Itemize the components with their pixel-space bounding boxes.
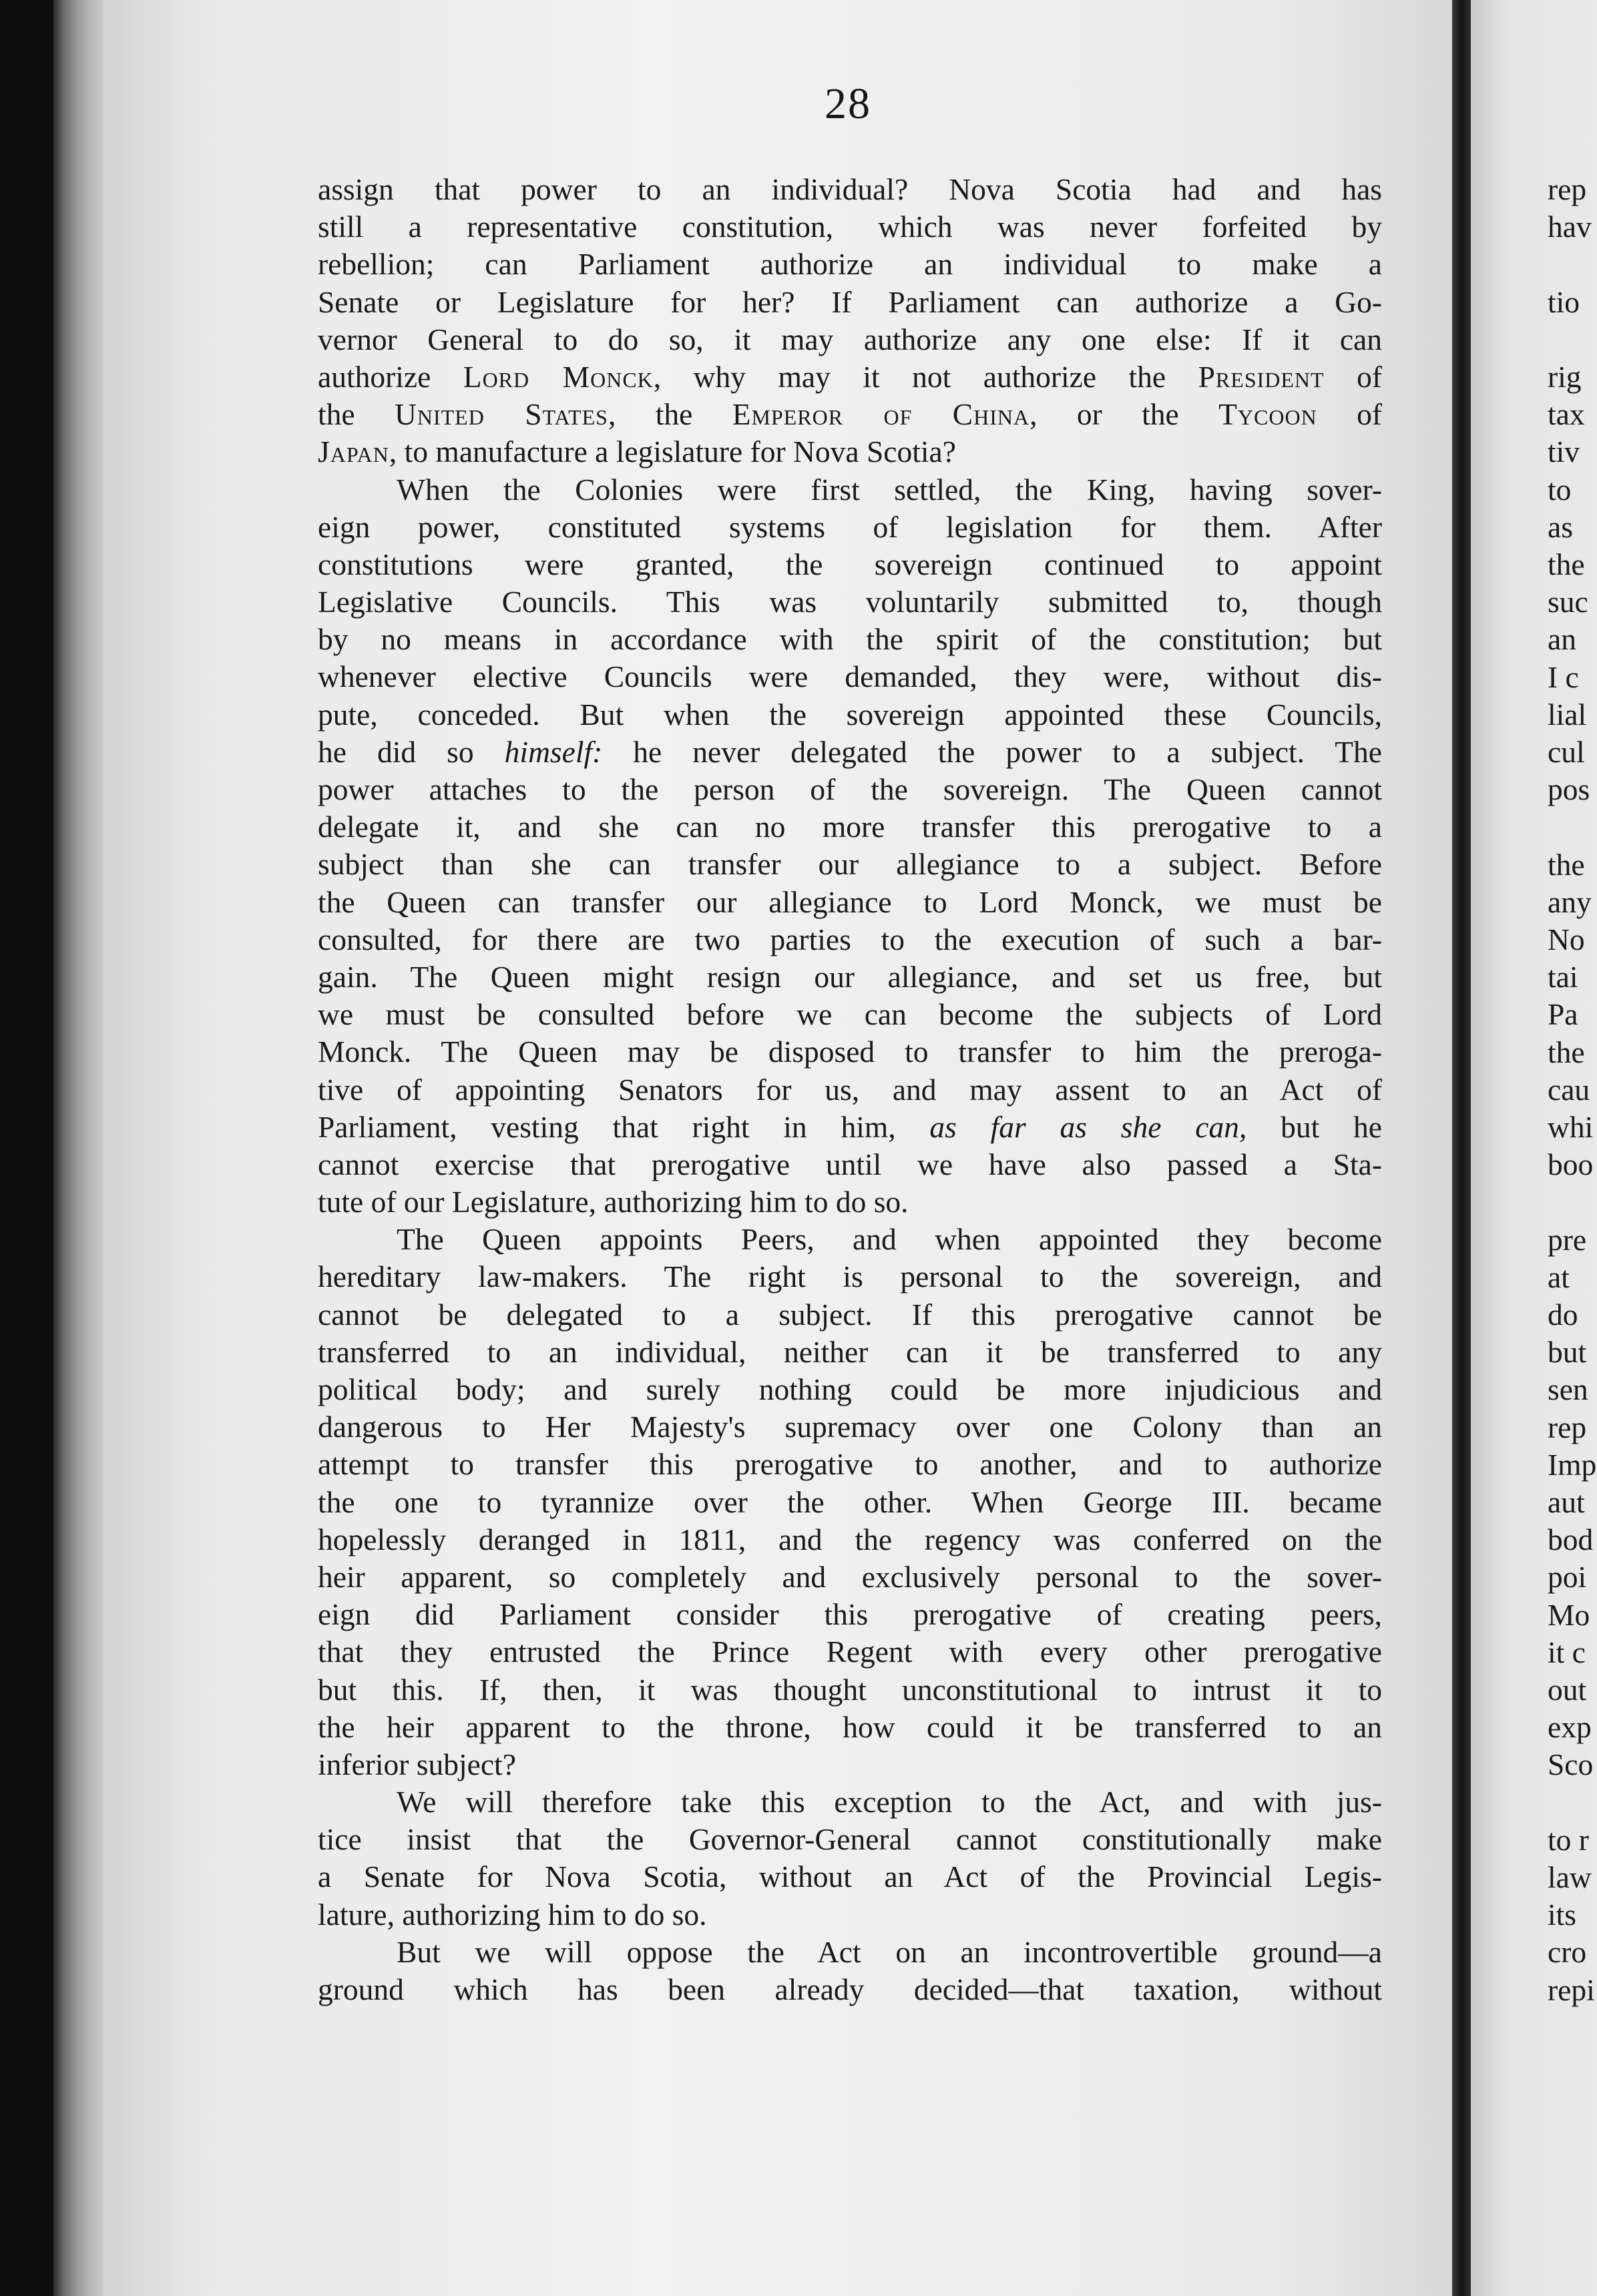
body-text [318,171,1382,2008]
small-caps-text: Lord Monck [463,359,654,394]
text-run: assign that power to an individual? Nova Scotia had and has [318,172,1382,206]
text-run: When the Colonies were first settled, the King, having sover- [397,472,1382,507]
text-line [318,1371,1382,1408]
text-run: Parliament, vesting that right in him, [318,1109,930,1144]
facing-text-fragment: boo [1548,1147,1594,1182]
text-run: vernor General to do so, it may authorize any one else: If it can [318,322,1382,356]
facing-text-fragment: it c [1548,1635,1586,1669]
text-run: Legislative Councils. This was voluntarily submitted to, though [318,585,1382,619]
page-number: 28 [825,79,871,128]
facing-text-fragment: out [1548,1673,1587,1707]
text-run: consulted, for there are two parties to the execution of such a bar- [318,922,1382,956]
facing-text-fragment: whi [1548,1110,1594,1144]
facing-text-fragment: tai [1548,960,1578,994]
text-run: delegate it, and she can no more transfer this prerogative to a [318,810,1382,844]
text-run: cannot exercise that prerogative until we have also passed a Sta- [318,1147,1382,1181]
facing-text-fragment: cau [1548,1072,1590,1107]
facing-text-fragment: but [1548,1335,1587,1370]
facing-text-fragment: Mo [1548,1597,1590,1632]
facing-text-fragment: bod [1548,1522,1594,1557]
text-run: heir apparent, so completely and exclusively personal to the sover- [318,1559,1382,1594]
facing-text-fragment: aut [1548,1485,1585,1519]
text-line [318,1258,1382,1296]
facing-text-fragment: repi [1548,1972,1595,2007]
text-line [318,1971,1382,2008]
text-line [318,1558,1382,1596]
text-run: we must be consulted before we can become the subjects of Lord [318,997,1382,1032]
text-line [318,471,1382,509]
text-run: We will therefore take this exception to the Act, and with jus- [397,1785,1382,1819]
text-line [318,246,1382,283]
facing-text-fragment: its [1548,1898,1576,1932]
facing-text-fragment: hav [1548,210,1592,244]
text-run: gain. The Queen might resign our allegiance, and set us free, but [318,959,1382,994]
facing-text-fragment: suc [1548,585,1588,619]
text-run: he never delegated the power to a subject. The [602,734,1382,769]
text-run: a Senate for Nova Scotia, without an Act of the Provincial Legis- [318,1859,1382,1894]
text-run: inferior subject? [318,1747,516,1781]
text-run: , the [608,397,732,432]
text-line [318,1033,1382,1071]
text-run: whenever elective Councils were demanded, they were, without dis- [318,659,1382,694]
text-run: subject than she can transfer our allegiance to a subject. Before [318,847,1382,882]
text-run: authorize [318,359,463,394]
text-run: but this. If, then, it was thought unconstitutional to intrust it to [318,1672,1382,1707]
text-line [318,321,1382,358]
text-run: dangerous to Her Majesty's supremacy over one Colony than an [318,1410,1382,1444]
text-run: Senate or Legislature for her? If Parliament can authorize a Go- [318,284,1382,319]
text-line [318,1671,1382,1709]
facing-text-fragment: poi [1548,1560,1587,1595]
text-run: , or the [1030,397,1219,432]
facing-text-fragment: tiv [1548,435,1580,469]
italic-text: as far as she can, [929,1109,1247,1144]
text-run: , to manufacture a legislature for Nova Scotia? [389,435,956,469]
text-line [318,1521,1382,1558]
text-run: But we will oppose the Act on an incontrovertible ground—a [397,1934,1382,1969]
text-line [318,884,1382,921]
facing-text-fragment: the [1548,847,1585,882]
text-line [318,1146,1382,1183]
text-run: , why may it not authorize the [653,359,1198,394]
facing-text-fragment: I c [1548,659,1579,694]
text-run: hereditary law-makers. The right is personal to the sovereign, and [318,1259,1382,1294]
text-run: political body; and surely nothing could be more injudicious and [318,1372,1382,1406]
text-run: of [1324,359,1382,394]
text-line [318,208,1382,246]
text-line [318,1934,1382,1971]
text-line [318,1596,1382,1633]
text-line [318,1183,1382,1221]
facing-text-fragment: the [1548,1035,1585,1069]
text-line [318,546,1382,583]
facing-text-fragment: as [1548,509,1573,544]
text-run: tute of our Legislature, authorizing him to do so. [318,1185,909,1219]
facing-text-fragment: cul [1548,735,1585,769]
text-line [318,1821,1382,1858]
text-line [318,921,1382,958]
small-caps-text: President [1198,359,1325,394]
text-run: ground which has been already decided—that taxation, without [318,1972,1382,2006]
text-line [318,396,1382,433]
text-line [318,171,1382,208]
facing-text-fragment: lial [1548,697,1587,732]
text-run: pute, conceded. But when the sovereign appointed these Councils, [318,697,1382,732]
facing-text-fragment: law [1548,1860,1592,1894]
text-run: rebellion; can Parliament authorize an individual to make a [318,247,1382,282]
text-line [318,433,1382,471]
text-line [318,1746,1382,1783]
text-run: power attaches to the person of the sovereign. The Queen cannot [318,772,1382,806]
facing-text-fragment: cro [1548,1935,1587,1970]
facing-text-fragment: Pa [1548,997,1578,1032]
facing-text-fragment: pre [1548,1222,1587,1257]
text-run: Monck. The Queen may be disposed to transfer to him the preroga- [318,1035,1382,1069]
text-line [318,808,1382,846]
text-run: tice insist that the Governor-General cannot constitutionally make [318,1822,1382,1857]
text-line [318,1408,1382,1446]
text-line [318,1334,1382,1371]
text-line [318,734,1382,771]
text-run: transferred to an individual, neither can it be transferred to any [318,1334,1382,1369]
text-run: but he [1246,1109,1382,1144]
facing-text-fragment: Sco [1548,1747,1594,1782]
text-line [318,1296,1382,1334]
text-line [318,284,1382,321]
facing-text-fragment: at [1548,1259,1570,1294]
text-line [318,996,1382,1033]
small-caps-text: Tycoon [1218,397,1317,432]
text-line [318,696,1382,734]
text-line [318,1633,1382,1671]
text-run: of [1317,397,1382,432]
text-run: constitutions were granted, the sovereign continued to appoint [318,547,1382,581]
text-run: the heir apparent to the throne, how could it be transferred to an [318,1709,1382,1744]
text-line [318,846,1382,883]
text-line [318,621,1382,658]
text-line [318,1109,1382,1146]
text-line [318,658,1382,695]
facing-text-fragment: Imp [1548,1447,1597,1482]
text-run: that they entrusted the Prince Regent with every other prerogative [318,1635,1382,1669]
facing-text-fragment: to r [1548,1822,1589,1857]
text-run: by no means in accordance with the spirit of the constitution; but [318,622,1382,657]
text-line [318,1783,1382,1821]
small-caps-text: Emperor of China [732,397,1030,432]
italic-text: himself: [504,734,603,769]
book-edge [53,0,107,2296]
facing-text-fragment: tax [1548,397,1585,432]
text-line [318,1221,1382,1258]
text-line [318,1896,1382,1934]
facing-text-fragment: rep [1548,172,1587,206]
text-run: The Queen appoints Peers, and when appointed they become [397,1222,1382,1257]
facing-text-fragment: sen [1548,1372,1588,1407]
facing-text-fragment: do [1548,1298,1578,1332]
text-line [318,958,1382,996]
text-line [318,583,1382,621]
text-run: the [318,397,395,432]
text-line [318,1858,1382,1896]
text-line [318,771,1382,808]
text-line [318,1071,1382,1109]
facing-text-fragment: rep [1548,1410,1587,1444]
text-run: cannot be delegated to a subject. If this prerogative cannot be [318,1297,1382,1332]
text-line [318,509,1382,546]
book-gutter [1452,0,1471,2296]
text-run: he did so [318,734,505,769]
facing-text-fragment: rig [1548,360,1582,394]
facing-text-fragment: exp [1548,1710,1592,1745]
text-line [318,1446,1382,1483]
text-run: lature, authorizing him to do so. [318,1897,707,1932]
text-run: still a representative constitution, which was never forfeited by [318,210,1382,244]
text-run: tive of appointing Senators for us, and may assent to an Act of [318,1072,1382,1107]
text-run: hopelessly deranged in 1811, and the regency was conferred on the [318,1522,1382,1556]
facing-text-fragment: tio [1548,284,1580,319]
text-line [318,1484,1382,1521]
text-run: eign power, constituted systems of legislation for them. After [318,509,1382,544]
text-run: eign did Parliament consider this prerogative of creating peers, [318,1597,1382,1632]
facing-text-fragment: No [1548,922,1585,956]
text-run: the Queen can transfer our allegiance to Lord Monck, we must be [318,884,1382,919]
facing-text-fragment: any [1548,884,1592,919]
text-run: attempt to transfer this prerogative to another, and to authorize [318,1447,1382,1482]
small-caps-text: Japan [318,435,389,469]
text-run: the one to tyrannize over the other. When George III. became [318,1484,1382,1519]
small-caps-text: United States [394,397,608,432]
facing-text-fragment: the [1548,547,1585,581]
facing-text-fragment: to [1548,472,1572,507]
text-line [318,1709,1382,1746]
facing-text-fragment: an [1548,622,1576,657]
facing-text-fragment: pos [1548,772,1590,807]
text-line [318,358,1382,396]
